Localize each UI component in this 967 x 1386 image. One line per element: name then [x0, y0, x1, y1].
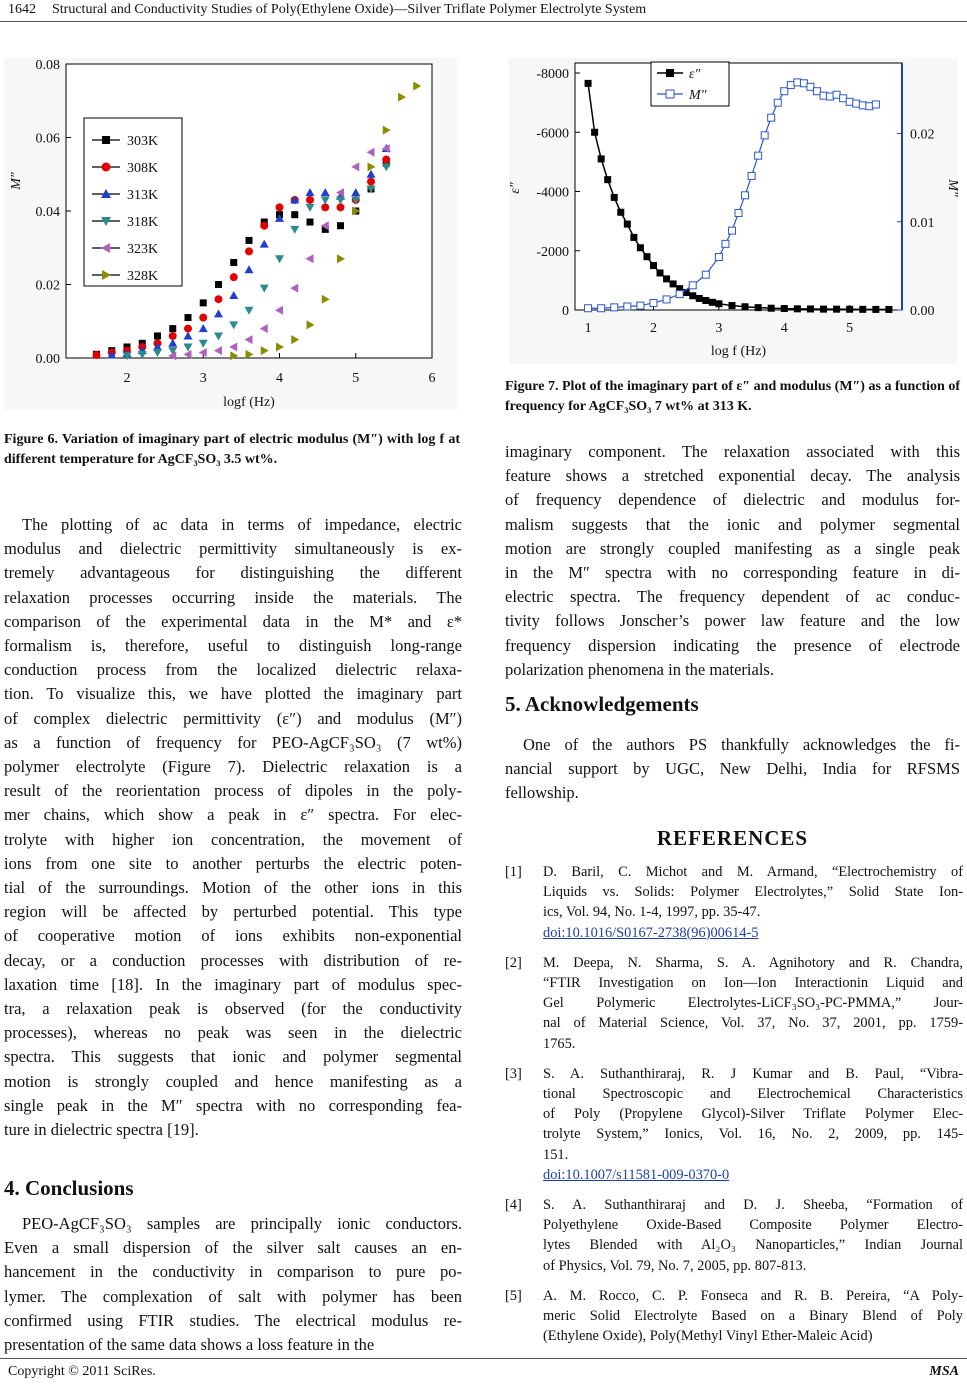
- data-point: [866, 103, 873, 110]
- data-point: [276, 203, 284, 211]
- data-point: [169, 332, 177, 340]
- data-point: [591, 129, 598, 136]
- text-line: of frequency dependence of dielectric and modulus for-: [505, 490, 960, 510]
- data-point: [657, 269, 664, 276]
- data-point: [215, 281, 222, 288]
- footer-rule: [0, 1358, 967, 1359]
- text-line: electric spectra. The frequency dependent of ac conduc-: [505, 587, 960, 607]
- x-tick-label: 4: [276, 371, 283, 386]
- data-point: [781, 88, 788, 95]
- text-line: polymer electrolyte (Figure 7). Dielectric relaxation is a: [4, 757, 462, 777]
- text-line: ture in dielectric spectra [19].: [4, 1120, 199, 1140]
- data-point: [650, 262, 657, 269]
- reference-line: lytes Blended with Al₂O₃ Nanoparticles,” Indian Journal: [543, 1237, 963, 1254]
- figure-6-caption-text: Variation of imaginary part of electric modulus (M″) with log f at different temperature for AgCF₃SO₃ 3.5 wt%.: [4, 432, 460, 467]
- text-line: trolyte with higher ion concentration, the movement of: [4, 829, 462, 849]
- section-4-title: 4. Conclusions: [4, 1176, 134, 1200]
- reference-line: D. Baril, C. Michot and M. Armand, “Electrochemistry of: [543, 864, 963, 880]
- figure-7-chart: [508, 58, 960, 364]
- text-line: tremely advantageous for distinguishing the different: [4, 563, 462, 583]
- data-point: [184, 325, 192, 333]
- reference-number: [2]: [505, 954, 522, 971]
- data-point: [185, 314, 192, 321]
- data-point: [846, 306, 853, 313]
- copyright: Copyright © 2011 SciRes.: [8, 1364, 156, 1379]
- text-line: The plotting of ac data in terms of impedance, electric: [22, 515, 462, 534]
- data-point: [748, 172, 755, 179]
- data-point: [670, 280, 677, 287]
- reference-line: S. A. Suthanthiraraj and D. J. Sheeba, “Formation of: [543, 1197, 963, 1213]
- x-axis-label: log f (Hz): [710, 344, 767, 359]
- data-point: [722, 240, 729, 247]
- data-point: [715, 254, 722, 261]
- data-point: [598, 305, 605, 312]
- reference-line: Polyethylene Oxide-Based Composite Polymer Electro-: [543, 1217, 963, 1234]
- data-point: [833, 306, 840, 313]
- data-point: [624, 303, 631, 310]
- data-point: [781, 305, 788, 312]
- data-point: [820, 306, 827, 313]
- text-line: nancial support by UGC, New Delhi, India for RFSMS: [505, 759, 960, 779]
- reference-line: of Physics, Vol. 79, No. 7, 2005, pp. 807-813.: [543, 1257, 807, 1274]
- data-point: [787, 82, 794, 89]
- text-line: tivity follows Jonscher’s power law feature and the low: [505, 611, 960, 631]
- legend-label: 318K: [127, 215, 159, 230]
- data-point: [885, 306, 892, 313]
- text-line: mer chains, which show a peak in ε″ spectra. For elec-: [4, 805, 462, 825]
- data-point: [755, 152, 762, 159]
- text-line: ions from one site to another perturbs the electric poten-: [4, 853, 462, 873]
- figure-7: [508, 58, 960, 364]
- text-line: motion is strongly coupled and hence manifesting as a: [4, 1071, 462, 1091]
- text-line: malism suggests that the ionic and polymer segmental: [505, 514, 960, 534]
- data-point: [93, 351, 101, 359]
- text-line: of complex dielectric permittivity (ε″) and modulus (M″): [4, 708, 462, 728]
- y-axis-label: ε″: [508, 182, 523, 194]
- data-point: [794, 79, 801, 86]
- data-point: [715, 300, 722, 307]
- x-tick-label: 5: [352, 371, 360, 386]
- text-line: single peak in the M″ spectra with no corresponding fea-: [4, 1095, 462, 1115]
- data-point: [813, 88, 820, 95]
- data-point: [820, 92, 827, 99]
- data-point: [611, 304, 618, 311]
- data-point: [611, 194, 618, 201]
- x-axis-label: logf (Hz): [223, 395, 275, 410]
- legend-label: 328K: [127, 269, 159, 284]
- data-point: [215, 295, 223, 303]
- text-line: tion. To visualize this, we have plotted the imaginary part: [4, 684, 462, 704]
- data-point: [200, 299, 207, 306]
- page-number: 1642: [8, 2, 36, 17]
- data-point: [666, 69, 674, 77]
- data-point: [306, 196, 314, 204]
- reference-item: [505, 1064, 963, 1185]
- data-point: [840, 95, 847, 102]
- text-line: conduction process from the localized dielectric relaxa-: [4, 660, 462, 680]
- data-point: [709, 299, 716, 306]
- data-point: [260, 222, 268, 230]
- text-line: hancement in the conductivity in comparison to pure po-: [4, 1262, 462, 1282]
- text-line: tial of the surroundings. Motion of the other ions in this: [4, 878, 462, 898]
- text-line: confirmed using FTIR studies. The electrical modulus re-: [4, 1310, 462, 1330]
- text-line: result of the reorientation process of dipoles in the poly-: [4, 781, 462, 801]
- data-point: [735, 209, 742, 216]
- y-axis-label: M″: [9, 172, 24, 190]
- text-line: PEO-AgCF₃SO₃ samples are principally ionic conductors.: [22, 1214, 462, 1233]
- references-title: REFERENCES: [656, 826, 809, 850]
- x-tick-label: 2: [123, 371, 131, 386]
- text-line: tra, a relaxation peak is observed (for the conductivity: [4, 999, 462, 1019]
- text-line: polarization phenomena in the materials.: [505, 659, 774, 679]
- reference-line: nal of Material Science, Vol. 37, No. 37, 2001, pp. 1759-: [543, 1015, 963, 1032]
- data-point: [761, 132, 768, 139]
- legend-label: 323K: [127, 242, 159, 257]
- data-point: [666, 90, 674, 98]
- running-title: Structural and Conductivity Studies of Poly(Ethylene Oxide)—Silver Triflate Polymer Electrolyte System: [52, 2, 647, 17]
- right-body-text: [505, 440, 960, 682]
- left-body-text: [4, 513, 462, 1142]
- data-point: [230, 273, 238, 281]
- figure-6-chart: [4, 58, 457, 410]
- figure-7-caption: [505, 377, 960, 417]
- reference-item: [505, 1195, 963, 1276]
- y-tick-label: -4000: [536, 185, 569, 201]
- data-point: [245, 247, 253, 255]
- right-body-text-2: [505, 733, 960, 806]
- text-line: fellowship.: [505, 783, 579, 803]
- x-tick-label: 3: [715, 321, 723, 336]
- legend-label: 308K: [127, 161, 159, 176]
- y-tick-label: 0.06: [35, 131, 60, 147]
- x-tick-label: 1: [584, 321, 592, 336]
- figure-6: [4, 58, 457, 410]
- text-line: laxation time [18]. In the imaginary part of modulus spec-: [4, 974, 462, 994]
- header-rule: [0, 21, 967, 22]
- figure-6-caption: [4, 430, 460, 470]
- data-point: [794, 305, 801, 312]
- data-point: [637, 302, 644, 309]
- data-point: [337, 203, 345, 211]
- data-point: [617, 209, 624, 216]
- data-point: [246, 237, 253, 244]
- legend: [84, 118, 182, 286]
- text-line: as a function of frequency for PEO-AgCF₃SO₃ (7 wt%): [4, 732, 462, 752]
- data-point: [807, 305, 814, 312]
- data-point: [768, 305, 775, 312]
- reference-number: [3]: [505, 1065, 522, 1082]
- legend: [651, 62, 729, 106]
- y-tick-label: -6000: [536, 126, 569, 142]
- y2-tick-label: 0.02: [910, 127, 935, 143]
- text-line: decay, or a conduction processes with distribution of re-: [4, 950, 462, 970]
- data-point: [624, 221, 631, 228]
- legend-label: 313K: [127, 188, 159, 203]
- data-point: [676, 291, 683, 298]
- text-line: region will be affected by perturbed potential. This type: [4, 902, 462, 922]
- data-point: [807, 83, 814, 90]
- figure-7-caption-text: Plot of the imaginary part of ε″ and modulus (M″) as a function of frequency for AgCF₃SO₃ 7 wt% at 313 K.: [505, 379, 961, 414]
- reference-line: Liquids vs. Solids: Polymer Electrolytes,” Solid State Ion-: [543, 884, 963, 901]
- reference-number: [1]: [505, 864, 522, 880]
- data-point: [728, 302, 735, 309]
- section-5-title: 5. Acknowledgements: [505, 692, 699, 716]
- reference-item: [505, 862, 963, 943]
- figure-7-caption-label: Figure 7.: [505, 379, 559, 394]
- data-point: [307, 219, 314, 226]
- reference-line: S. A. Suthanthiraraj, R. J Kumar and B. Paul, “Vibra-: [543, 1065, 963, 1082]
- reference-item: [505, 953, 963, 1054]
- y-tick-label: 0: [562, 304, 569, 319]
- text-line: frequency dispersion indicating the presence of electrode: [505, 635, 960, 655]
- data-point: [637, 244, 644, 251]
- x-tick-label: 3: [199, 371, 207, 386]
- data-point: [696, 295, 703, 302]
- reference-line: A. M. Rocco, C. P. Fonseca and R. B. Pereira, “A Poly-: [543, 1287, 963, 1304]
- data-point: [768, 114, 775, 121]
- y-tick-label: 0.04: [35, 205, 60, 220]
- x-tick-label: 4: [780, 321, 788, 336]
- y-tick-label: 0.08: [35, 58, 60, 73]
- reference-item: [505, 1286, 963, 1347]
- reference-number: [5]: [505, 1287, 522, 1304]
- reference-line: 1765.: [543, 1035, 576, 1052]
- reference-number: [4]: [505, 1197, 522, 1213]
- text-line: feature shows a stretched exponential decay. The analysis: [505, 466, 960, 486]
- reference-line: M. Deepa, N. Sharma, S. A. Agnihotory and R. Chandra,: [543, 954, 963, 971]
- reference-line: “FTIR Investigation on Ion—Ion Interactionin Liquid and: [543, 975, 963, 991]
- data-point: [367, 178, 375, 186]
- left-paragraph-1: [4, 513, 462, 1142]
- text-line: motion are strongly coupled manifesting as a single peak: [505, 538, 960, 558]
- data-point: [382, 156, 390, 164]
- data-point: [321, 203, 329, 211]
- data-point: [853, 100, 860, 107]
- y-tick-label: 0.02: [35, 278, 60, 294]
- data-point: [728, 227, 735, 234]
- text-line: in the M″ spectra with no corresponding feature in di-: [505, 563, 960, 583]
- reference-line: ics, Vol. 94, No. 1-4, 1997, pp. 35-47.: [543, 904, 761, 921]
- data-point: [630, 234, 637, 241]
- y-tick-label: 0.00: [35, 352, 60, 367]
- text-line: One of the authors PS thankfully acknowledges the fi-: [523, 735, 960, 754]
- data-point: [337, 222, 344, 229]
- x-tick-label: 5: [846, 321, 854, 336]
- reference-doi-link[interactable]: doi:10.1007/s11581-009-0370-0: [543, 1166, 730, 1183]
- data-point: [663, 275, 670, 282]
- journal-abbrev: MSA: [929, 1364, 959, 1379]
- x-tick-label: 2: [649, 321, 657, 336]
- y2-tick-label: 0.01: [910, 215, 935, 231]
- data-point: [702, 297, 709, 304]
- left-body-text-2: [4, 1212, 462, 1357]
- reference-line: 151.: [543, 1146, 569, 1163]
- reference-line: (Ethylene Oxide), Poly(Methyl Vinyl Ether-Maleic Acid): [543, 1328, 873, 1345]
- data-point: [800, 80, 807, 87]
- data-point: [755, 304, 762, 311]
- text-line: Even a small dispersion of the silver salt causes an en-: [4, 1238, 462, 1258]
- data-point: [859, 306, 866, 313]
- text-line: comparison of the experimental data in the M* and ε*: [4, 611, 462, 631]
- text-line: imaginary component. The relaxation associated with this: [505, 442, 960, 461]
- data-point: [604, 176, 611, 183]
- reference-line: trolyte System,” Ionics, Vol. 16, No. 2, 2009, pp. 145-: [543, 1126, 963, 1143]
- data-point: [102, 136, 110, 144]
- data-point: [663, 296, 670, 303]
- reference-line: meric Solid Electrolyte Based on a Binary Blend of Poly: [543, 1308, 963, 1324]
- data-point: [585, 305, 592, 312]
- data-point: [230, 259, 237, 266]
- data-point: [872, 306, 879, 313]
- legend-label: ε″: [689, 67, 701, 82]
- left-paragraph-2: [4, 1212, 462, 1357]
- data-point: [199, 314, 207, 322]
- y2-tick-label: 0.00: [910, 304, 935, 319]
- text-line: modulus and dielectric permittivity simultaneously is ex-: [4, 539, 462, 559]
- data-point: [774, 99, 781, 106]
- reference-line: of Poly (Propylene Glycol)-Silver Triflate Polymer Elec-: [543, 1106, 963, 1123]
- data-point: [643, 253, 650, 260]
- text-line: formalism is, therefore, useful to distinguish long-range: [4, 636, 462, 656]
- legend-label: M″: [689, 88, 707, 103]
- text-line: processes), whereas no peak was seen in the dielectric: [4, 1023, 462, 1043]
- reference-line: Gel Polymeric Electrolytes-LiCF₃SO₃-PC-PMMA,” Jour-: [543, 995, 963, 1012]
- text-line: spectra. This suggests that ionic and polymer segmental: [4, 1047, 462, 1067]
- data-point: [291, 211, 298, 218]
- y2-axis-label: M″: [945, 179, 960, 197]
- text-line: of cooperative motion of ions exhibits non-exponential: [4, 926, 462, 946]
- reference-doi-link[interactable]: doi:10.1016/S0167-2738(96)00614-5: [543, 924, 759, 941]
- data-point: [742, 303, 749, 310]
- right-paragraph-1: [505, 440, 960, 682]
- data-point: [846, 98, 853, 105]
- data-point: [689, 292, 696, 299]
- data-point: [585, 80, 592, 87]
- data-point: [872, 101, 879, 108]
- data-point: [742, 192, 749, 199]
- x-tick-label: 6: [428, 371, 436, 386]
- y-tick-label: -2000: [536, 244, 569, 260]
- data-point: [154, 332, 161, 339]
- reference-line: tional Spectroscopic and Electrochemical Characteristics: [543, 1086, 963, 1102]
- data-point: [102, 163, 111, 172]
- data-point: [598, 155, 605, 162]
- legend-label: 303K: [127, 134, 159, 149]
- data-point: [833, 91, 840, 98]
- data-point: [702, 271, 709, 278]
- data-point: [650, 299, 657, 306]
- text-line: presentation of the same data shows a loss feature in the: [4, 1335, 375, 1355]
- y-tick-label: -8000: [536, 67, 569, 82]
- data-point: [689, 282, 696, 289]
- data-point: [169, 325, 176, 332]
- figure-6-caption-label: Figure 6.: [4, 432, 59, 447]
- text-line: relaxation processes occurring inside the materials. The: [4, 587, 462, 607]
- data-point: [859, 102, 866, 109]
- text-line: lymer. The complexation of salt with polymer has been: [4, 1286, 462, 1306]
- data-point: [827, 93, 834, 100]
- right-paragraph-2: [505, 733, 960, 806]
